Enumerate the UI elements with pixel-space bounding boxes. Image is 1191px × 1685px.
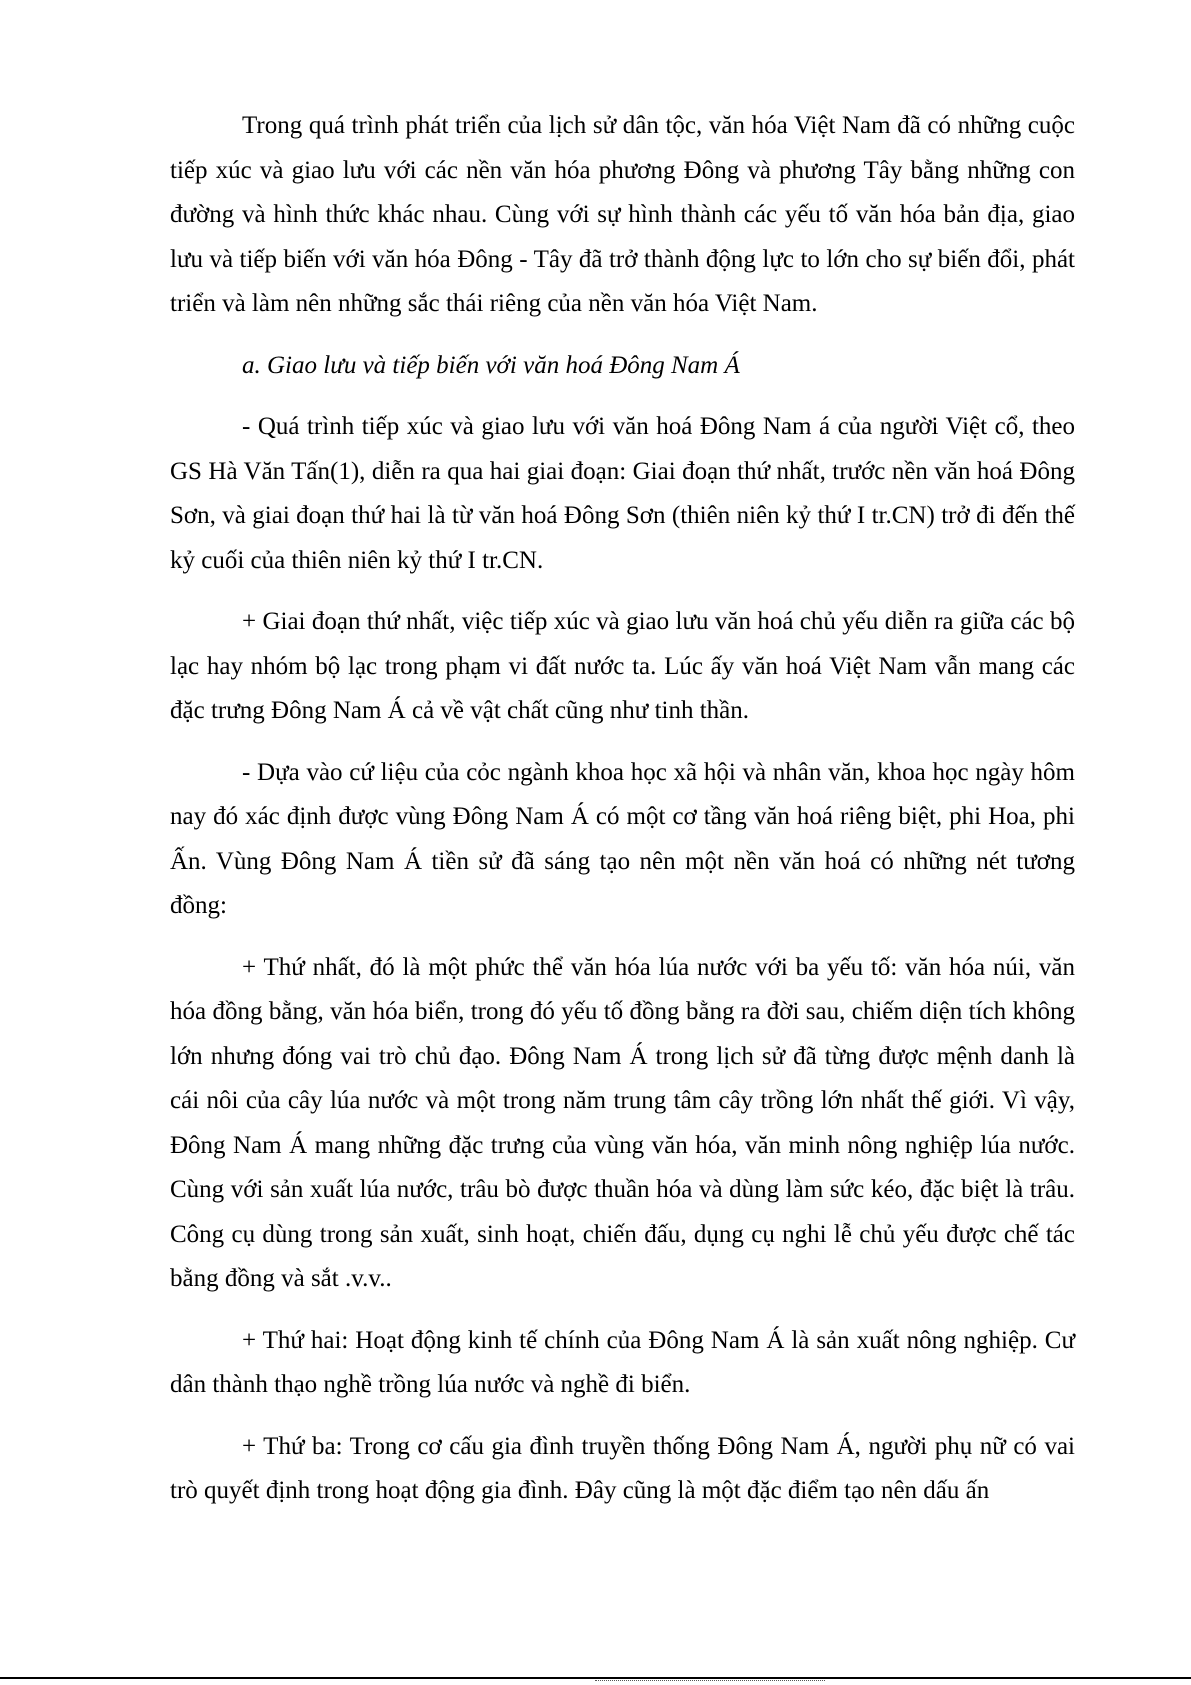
body-paragraph: + Thứ nhất, đó là một phức thể văn hóa lúa nước với ba yếu tố: văn hóa núi, văn hóa đồng bằng, văn hóa biển, trong đó yếu tố đồng bằng ra đời sau, chiếm diện tích không lớn nhưng đóng vai trò chủ đạo. Đông Nam Á trong lịch sử đã từng được mệnh danh là cái nôi của cây lúa nước và một trong năm trung tâm cây trồng lớn nhất thế giới. Vì vậy, Đông Nam Á mang những đặc trưng của vùng văn hóa, văn minh nông nghiệp lúa nước. Cùng với sản xuất lúa nước, trâu bò được thuần hóa và dùng làm sức kéo, đặc biệt là trâu. Công cụ dùng trong sản xuất, sinh hoạt, chiến đấu, dụng cụ nghi lễ chủ yếu được chế tác bằng đồng và sắt .v.v..	[170, 953, 1075, 1292]
page-body	[170, 104, 1075, 1531]
section-heading: a. Giao lưu và tiếp biến với văn hoá Đông Nam Á	[242, 351, 740, 379]
body-paragraph: - Dựa vào cứ liệu của cỏc ngành khoa học xã hội và nhân văn, khoa học ngày hôm nay đó xác định được vùng Đông Nam Á có một cơ tầng văn hoá riêng biệt, phi Hoa, phi Ấn. Vùng Đông Nam Á tiền sử đã sáng tạo nên một nền văn hoá có những nét tương đồng:	[170, 758, 1075, 919]
body-paragraph: - Quá trình tiếp xúc và giao lưu với văn hoá Đông Nam á của người Việt cổ, theo GS Hà Văn Tấn(1), diễn ra qua hai giai đoạn: Giai đoạn thứ nhất, trước nền văn hoá Đông Sơn, và giai đoạn thứ hai là từ văn hoá Đông Sơn (thiên niên kỷ thứ I tr.CN) trở đi đến thế kỷ cuối của thiên niên kỷ thứ I tr.CN.	[170, 413, 1075, 574]
page-bottom-mark	[595, 1680, 825, 1681]
page-bottom-rule	[0, 1677, 1191, 1679]
body-paragraph: + Thứ ba: Trong cơ cấu gia đình truyền thống Đông Nam Á, người phụ nữ có vai trò quyết định trong hoạt động gia đình. Đây cũng là một đặc điểm tạo nên dấu ấn	[170, 1432, 1075, 1504]
body-paragraph: + Thứ hai: Hoạt động kinh tế chính của Đông Nam Á là sản xuất nông nghiệp. Cư dân thành thạo nghề trồng lúa nước và nghề đi biển.	[170, 1326, 1075, 1398]
body-paragraph: + Giai đoạn thứ nhất, việc tiếp xúc và giao lưu văn hoá chủ yếu diễn ra giữa các bộ lạc hay nhóm bộ lạc trong phạm vi đất nước ta. Lúc ấy văn hoá Việt Nam vẫn mang các đặc trưng Đông Nam Á cả về vật chất cũng như tinh thần.	[170, 608, 1075, 724]
intro-paragraph: Trong quá trình phát triển của lịch sử dân tộc, văn hóa Việt Nam đã có những cuộc tiếp xúc và giao lưu với các nền văn hóa phương Đông và phương Tây bằng những con đường và hình thức khác nhau. Cùng với sự hình thành các yếu tố văn hóa bản địa, giao lưu và tiếp biến với văn hóa Đông - Tây đã trở thành động lực to lớn cho sự biến đổi, phát triển và làm nên những sắc thái riêng của nền văn hóa Việt Nam.	[170, 112, 1075, 317]
